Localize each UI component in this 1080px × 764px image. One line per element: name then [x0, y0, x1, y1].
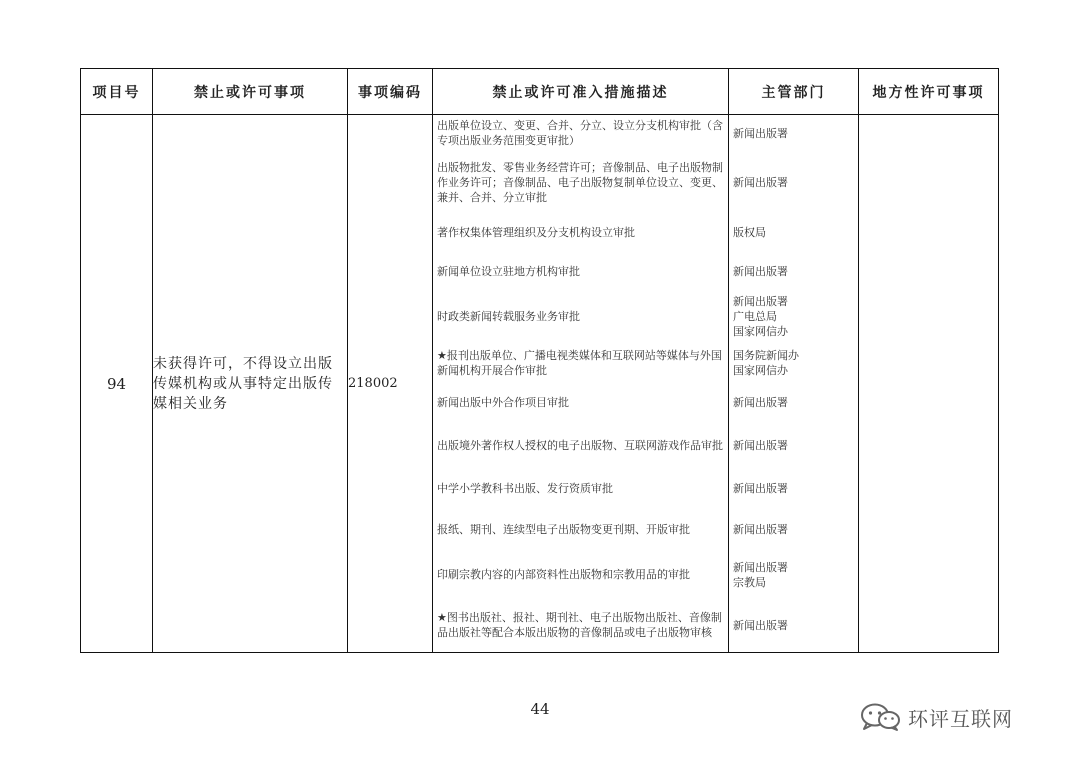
- header-item: 禁止或许可事项: [153, 69, 348, 115]
- dept-name: 新闻出版署: [733, 523, 788, 536]
- item-description-cell: 未获得许可，不得设立出版传媒机构或从事特定出版传媒相关业务: [153, 115, 348, 653]
- measure-dept: [729, 469, 858, 508]
- dept-name: 新闻出版署: [733, 396, 788, 409]
- measure-desc: ★报刊出版单位、广播电视类媒体和互联网站等媒体与外国新闻机构开展合作审批: [437, 348, 722, 377]
- measure-desc: 出版物批发、零售业务经营许可；音像制品、电子出版物制作业务许可；音像制品、电子出版物复制单位设立、变更、兼并、合并、分立审批: [437, 160, 723, 204]
- measure-desc: 出版单位设立、变更、合并、分立、设立分支机构审批（含专项出版业务范围变更审批）: [437, 119, 723, 147]
- local-permit-cell: [859, 115, 999, 653]
- dept-name: 新闻出版署: [733, 618, 788, 632]
- header-local-permit: 地方性许可事项: [859, 69, 999, 115]
- measure-dept: [729, 115, 858, 151]
- wechat-icon: [858, 702, 902, 732]
- measure-dept: [729, 383, 858, 422]
- watermark-text: 环评互联网: [908, 706, 1013, 731]
- dept-name: 新闻出版署: [733, 482, 788, 495]
- item-number-cell: 94: [81, 115, 153, 653]
- dept-name: 新闻出版署: [733, 175, 788, 189]
- dept-name: 国家网信办: [733, 363, 788, 377]
- measure-dept: [729, 422, 858, 469]
- measures-cell: [433, 115, 729, 653]
- measure-desc: 印刷宗教内容的内部资料性出版物和宗教用品的审批: [437, 568, 690, 581]
- measure-dept: [729, 252, 858, 290]
- permit-table: [80, 68, 999, 653]
- measure-desc: 时政类新闻转载服务业务审批: [437, 309, 580, 323]
- dept-name: 国务院新闻办: [733, 348, 799, 362]
- department-cell: [729, 115, 859, 653]
- header-code: 事项编码: [348, 69, 433, 115]
- dept-name: 新闻出版署: [733, 126, 788, 140]
- measure-desc: 新闻出版中外合作项目审批: [437, 396, 569, 409]
- dept-name: 新闻出版署: [733, 294, 788, 308]
- header-item-number: 项目号: [81, 69, 153, 115]
- page-number: 44: [530, 700, 550, 718]
- measure-dept: [729, 598, 858, 652]
- measure-dept: [729, 342, 858, 383]
- dept-name: 广电总局: [733, 309, 777, 323]
- measure-desc: ★图书出版社、报社、期刊社、电子出版物出版社、音像制品出版社等配合本版出版物的音像制品或电子出版物审核: [437, 611, 722, 639]
- item-code-cell: 218002: [348, 115, 433, 653]
- measure-dept: [729, 551, 858, 598]
- dept-name: 宗教局: [733, 575, 766, 589]
- measure-desc: 著作权集体管理组织及分支机构设立审批: [437, 226, 635, 239]
- measure-desc: 新闻单位设立驻地方机构审批: [437, 264, 580, 278]
- table-header-row: [81, 69, 999, 115]
- measure-desc: 报纸、期刊、连续型电子出版物变更刊期、开版审批: [437, 523, 690, 536]
- table-row: [81, 115, 999, 653]
- measure-desc: 出版境外著作权人授权的电子出版物、互联网游戏作品审批: [437, 439, 723, 452]
- measure-dept: [729, 213, 858, 252]
- measure-dept: [729, 290, 858, 342]
- dept-name: 新闻出版署: [733, 439, 788, 452]
- header-measures: 禁止或许可准入措施描述: [433, 69, 729, 115]
- header-department: 主管部门: [729, 69, 859, 115]
- measure-dept: [729, 151, 858, 213]
- dept-name: 新闻出版署: [733, 264, 788, 278]
- dept-name: 新闻出版署: [733, 560, 788, 574]
- dept-name: 版权局: [733, 226, 766, 239]
- measure-desc: 中学小学教科书出版、发行资质审批: [437, 482, 613, 495]
- dept-name: 国家网信办: [733, 324, 788, 338]
- watermark: [858, 702, 1013, 732]
- measure-dept: [729, 508, 858, 551]
